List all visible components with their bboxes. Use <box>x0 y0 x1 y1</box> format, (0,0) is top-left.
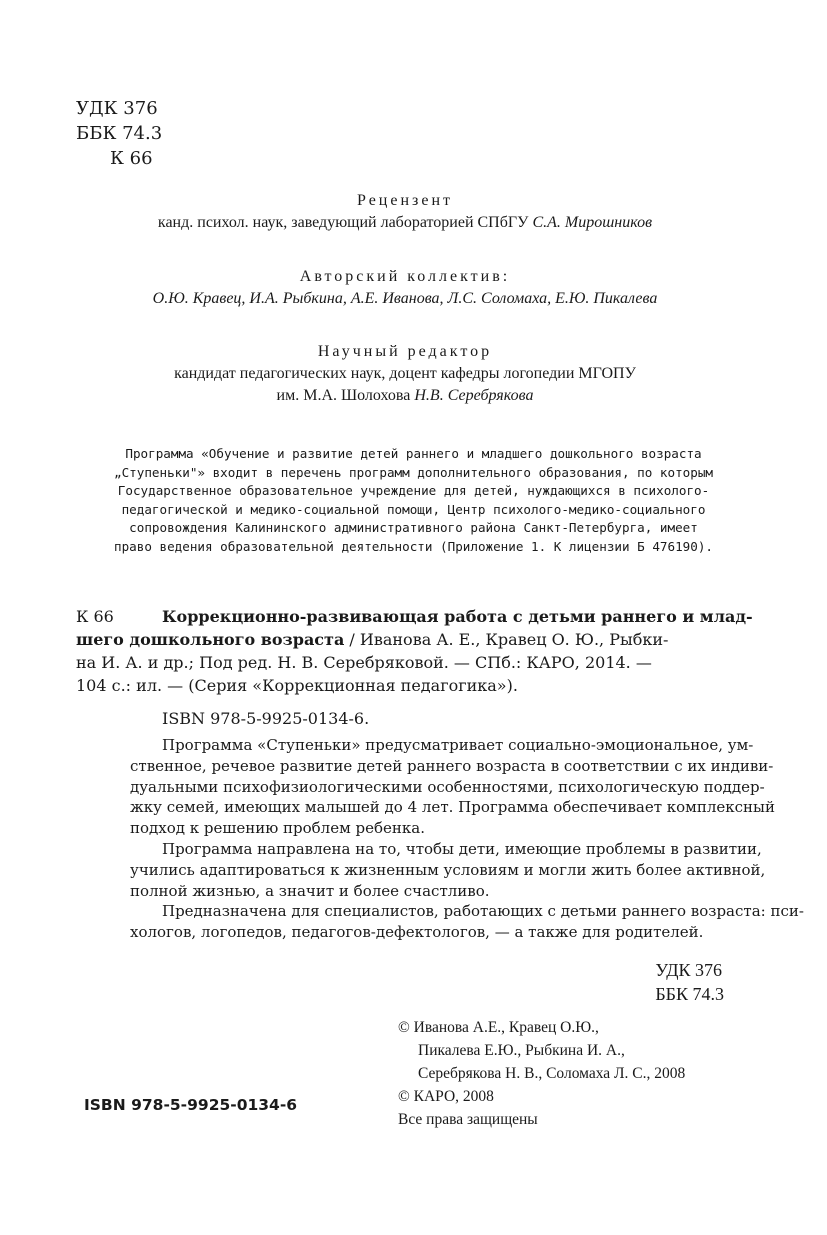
annotation-line: Программа «Ступеньки» предусматривает социально-эмоциональное, ум- <box>162 736 754 754</box>
reviewer-name: С.А. Мирошников <box>532 214 653 231</box>
card-line4: 104 с.: ил. — (Серия «Коррекционная педагогика»). <box>76 676 518 695</box>
reviewer-heading: Рецензент <box>357 192 453 209</box>
annotation-line: учились адаптироваться к жизненным условиям и могли жить более активной, <box>130 860 766 879</box>
udk-code: УДК 376 <box>76 98 158 119</box>
card-title-bold: шего дошкольного возраста <box>76 630 345 649</box>
annotation-line: полной жизнью, а значит и более счастливо. <box>130 881 490 900</box>
rights-reserved: Все права защищены <box>398 1111 538 1128</box>
copyright-line3: Серебрякова Н. В., Соломаха Л. С., 2008 <box>418 1065 686 1082</box>
annotation-line: Программа направлена на то, чтобы дети, имеющие проблемы в развитии, <box>162 839 762 858</box>
isbn-bottom: ISBN 978-5-9925-0134-6 <box>84 1096 298 1114</box>
program-note-line: педагогической и медико-социальной помощи, Центр психолого-медико-социального <box>121 501 706 517</box>
annotation-line: дуальными психофизиологическими особенностями, психологическую поддер- <box>130 777 765 796</box>
annotation-line: жку семей, имеющих малышей до 4 лет. Программа обеспечивает комплексный <box>130 798 775 817</box>
annotation-line: хологов, логопедов, педагогов-дефектологов, — а также для родителей. <box>130 923 704 942</box>
card-title-line2 <box>76 628 726 651</box>
card-sign: К 66 <box>76 607 114 626</box>
reviewer-position: канд. психол. наук, заведующий лабораторией СПбГУ <box>157 214 533 231</box>
copyright-block <box>398 1016 685 1131</box>
program-note-line: право ведения образовательной деятельности (Приложение 1. К лицензии Б 476190). <box>114 538 713 554</box>
author-sign: К 66 <box>110 148 153 169</box>
bbk-code: ББК 74.3 <box>76 123 163 144</box>
udk-code-bottom: УДК 376 <box>655 960 723 980</box>
program-note-line: „Ступеньки"» входит в перечень программ дополнительного образования, по которым <box>114 464 713 480</box>
authors-block <box>60 266 750 310</box>
annotation <box>130 735 804 943</box>
copyright-line4: © КАРО, 2008 <box>398 1088 494 1105</box>
editor-line1: кандидат педагогических наук, доцент кафедры логопедии МГОПУ <box>174 365 636 382</box>
reviewer-line <box>60 212 750 234</box>
program-note-line: Программа «Обучение и развитие детей раннего и младшего дошкольного возраста <box>125 446 702 461</box>
editor-affiliation: им. М.А. Шолохова <box>276 387 415 404</box>
annotation-line: Предназначена для специалистов, работающих с детьми раннего возраста: пси- <box>162 902 804 921</box>
editor-name: Н.В. Серебрякова <box>414 387 534 404</box>
card-title-rest: / Иванова А. Е., Кравец О. Ю., Рыбки- <box>344 630 669 649</box>
program-note <box>70 445 757 557</box>
bibliographic-card <box>76 605 753 730</box>
card-isbn: ISBN 978-5-9925-0134-6. <box>162 709 370 728</box>
program-note-line: сопровождения Калининского административного района Санкт-Петербурга, имеет <box>129 520 698 536</box>
card-line3: на И. А. и др.; Под ред. Н. В. Серебряковой. — СПб.: КАРО, 2014. — <box>76 653 652 672</box>
authors-heading: Авторский коллектив: <box>299 268 511 285</box>
card-title-line1: Коррекционно-развивающая работа с детьми раннего и млад- <box>162 607 753 626</box>
classification-codes-bottom <box>655 958 724 1006</box>
annotation-line: ственное, речевое развитие детей раннего возраста в соответствии с их индиви- <box>130 756 774 775</box>
annotation-line: подход к решению проблем ребенка. <box>130 819 425 838</box>
copyright-line1: © Иванова А.Е., Кравец О.Ю., <box>398 1019 599 1036</box>
bbk-code-bottom: ББК 74.3 <box>655 984 724 1004</box>
program-note-line: Государственное образовательное учреждение для детей, нуждающихся в психолого- <box>117 483 710 499</box>
editor-block <box>60 341 750 407</box>
copyright-line2: Пикалева Е.Ю., Рыбкина И. А., <box>418 1042 625 1059</box>
classification-codes <box>76 96 162 171</box>
authors-names: О.Ю. Кравец, И.А. Рыбкина, А.Е. Иванова, Л.С. Соломаха, Е.Ю. Пикалева <box>152 290 658 307</box>
editor-heading: Научный редактор <box>317 343 493 360</box>
editor-line2 <box>60 385 750 407</box>
reviewer-block <box>60 190 750 234</box>
